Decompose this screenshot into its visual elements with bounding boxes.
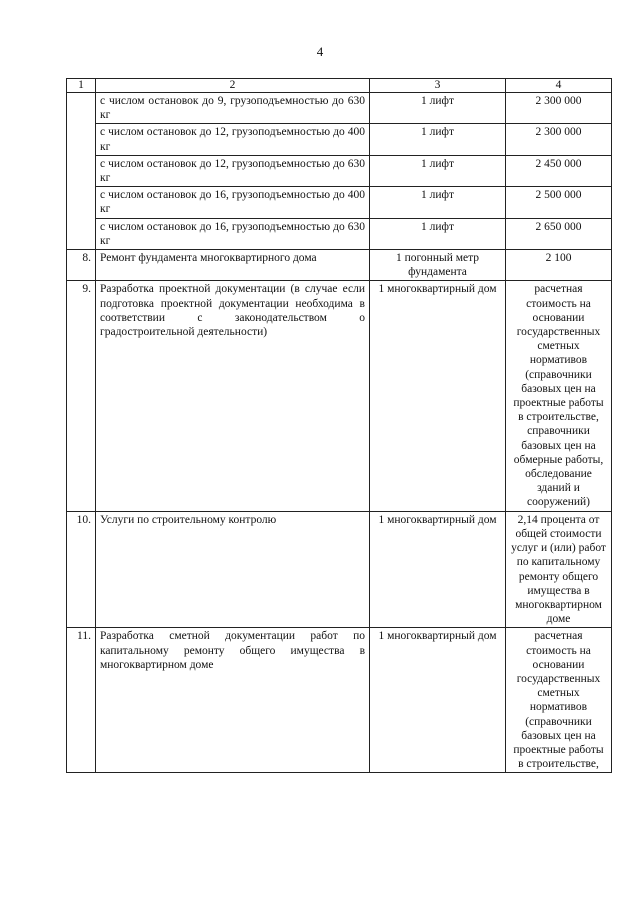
row-unit: 1 многоквартирный дом [370, 628, 506, 773]
row-value: 2 300 000 [506, 124, 612, 155]
table-row [67, 218, 612, 249]
header-col-1: 1 [67, 79, 96, 93]
row-number: 9. [67, 281, 96, 511]
row-unit: 1 многоквартирный дом [370, 511, 506, 628]
row-value: 2 650 000 [506, 218, 612, 249]
row-unit: 1 погонный метр фундамента [370, 250, 506, 281]
header-col-3: 3 [370, 79, 506, 93]
row-description: с числом остановок до 16, грузоподъемностью до 630 кг [96, 218, 370, 249]
table-row [67, 628, 612, 773]
row-number [67, 93, 96, 250]
rates-table [66, 78, 612, 773]
header-col-4: 4 [506, 79, 612, 93]
row-description: с числом остановок до 9, грузоподъемностью до 630 кг [96, 93, 370, 124]
row-unit: 1 лифт [370, 155, 506, 186]
row-value: 2 100 [506, 250, 612, 281]
table-row [67, 511, 612, 628]
row-number: 11. [67, 628, 96, 773]
page-number: 4 [316, 44, 324, 59]
row-description: Разработка сметной документации работ по капитальному ремонту общего имущества в многоквартирном доме [96, 628, 370, 773]
row-description: Услуги по строительному контролю [96, 511, 370, 628]
row-value: 2,14 процента от общей стоимости услуг и (или) работ по капитальному ремонту общего имущества в многоквартирном доме [506, 511, 612, 628]
row-unit: 1 лифт [370, 218, 506, 249]
table-row [67, 155, 612, 186]
table-row [67, 281, 612, 511]
row-number: 8. [67, 250, 96, 281]
table-header-row [67, 79, 612, 93]
row-unit: 1 многоквартирный дом [370, 281, 506, 511]
row-number: 10. [67, 511, 96, 628]
row-unit: 1 лифт [370, 93, 506, 124]
row-description: Разработка проектной документации (в случае если подготовка проектной документации необходима в соответствии с законодательством о градостроительной деятельности) [96, 281, 370, 511]
row-unit: 1 лифт [370, 124, 506, 155]
row-description: с числом остановок до 12, грузоподъемностью до 630 кг [96, 155, 370, 186]
table-row [67, 93, 612, 124]
row-description: с числом остановок до 16, грузоподъемностью до 400 кг [96, 187, 370, 218]
row-unit: 1 лифт [370, 187, 506, 218]
row-value: 2 500 000 [506, 187, 612, 218]
header-col-2: 2 [96, 79, 370, 93]
row-description: Ремонт фундамента многоквартирного дома [96, 250, 370, 281]
row-value: 2 450 000 [506, 155, 612, 186]
table-row [67, 250, 612, 281]
table-row [67, 124, 612, 155]
row-value: 2 300 000 [506, 93, 612, 124]
row-value: расчетная стоимость на основании государственных сметных нормативов (справочники базовых цен на проектные работы в строительстве, [506, 628, 612, 773]
table-row [67, 187, 612, 218]
row-value: расчетная стоимость на основании государственных сметных нормативов (справочники базовых цен на проектные работы в строительстве, справочники базовых цен на обмерные работы, обследование зданий и сооружений) [506, 281, 612, 511]
row-description: с числом остановок до 12, грузоподъемностью до 400 кг [96, 124, 370, 155]
